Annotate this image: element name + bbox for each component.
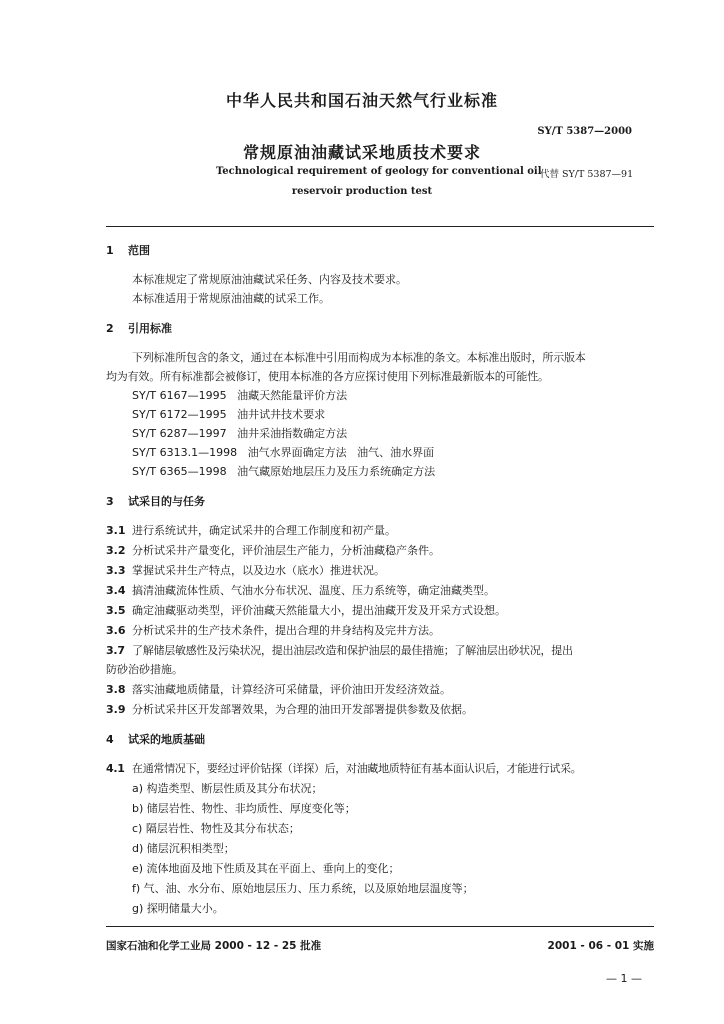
paragraph: 下列标准所包含的条文，通过在本标准中引用而构成为本标准的条文。本标准出版时，所示版本 [132,351,586,364]
clause-number: 3.7 [106,644,125,657]
section-2-heading [106,320,172,336]
section-number: 4 [106,733,114,746]
standard-number: SY/T 5387—2000 [537,126,632,137]
reference-standard: SY/T 6313.1—1998 油气水界面确定方法 油气、油水界面 [132,446,435,459]
approval-date: 国家石油和化学工业局 2000 - 12 - 25 批准 [106,940,322,952]
clause-number: 4.1 [106,762,125,775]
section-number: 3 [106,495,114,508]
clause [106,562,385,578]
section-title: 范围 [128,244,150,257]
list-item: b) 储层岩性、物性、非均质性、厚度变化等； [132,802,356,815]
list-item: a) 构造类型、断层性质及其分布状况； [132,782,323,795]
reference-standard: SY/T 6172—1995 油井试井技术要求 [132,408,326,421]
clause [106,760,581,776]
clause-text: 分析试采井的生产技术条件，提出合理的井身结构及完井方法。 [132,624,440,637]
list-item: e) 流体地面及地下性质及其在平面上、垂向上的变化； [132,862,400,875]
clause-text: 分析试采井产量变化，评价油层生产能力，分析油藏稳产条件。 [132,544,440,557]
reference-standard: SY/T 6167—1995 油藏天然能量评价方法 [132,389,348,402]
footer-rule [106,926,654,927]
clause-text: 在通常情况下，要经过评价钻探（详探）后，对油藏地质特征有基本面认识后，才能进行试采。 [132,762,582,775]
replaces-standard: 代替 SY/T 5387—91 [540,169,634,180]
clause [106,701,473,717]
clause-text: 了解储层敏感性及污染状况，提出油层改造和保护油层的最佳措施；了解油层出砂状况，提出 [132,644,573,657]
list-item: d) 储层沉积相类型； [132,842,235,855]
clause-number: 3.3 [106,564,126,577]
section-1-heading [106,242,150,258]
clause-text: 确定油藏驱动类型，评价油藏天然能量大小，提出油藏开发及开采方式设想。 [132,604,506,617]
list-item: f) 气、油、水分布、原始地层压力、压力系统，以及原始地层温度等； [132,882,474,895]
list-item: g) 探明储量大小。 [132,902,224,915]
document-title: 常规原油油藏试采地质技术要求 [242,143,481,162]
section-number: 1 [106,244,114,257]
clause-text: 分析试采井区开发部署效果，为合理的油田开发部署提供参数及依据。 [132,703,473,716]
clause-text: 搞清油藏流体性质、气油水分布状况、温度、压力系统等，确定油藏类型。 [132,584,495,597]
implementation-date: 2001 - 06 - 01 实施 [547,940,654,952]
clause-number: 3.9 [106,703,126,716]
header-rule [106,226,654,227]
clause-text: 落实油藏地质储量，计算经济可采储量，评价油田开发经济效益。 [132,683,451,696]
clause [106,622,440,638]
document-title-english-line2: reservoir production test [291,186,433,197]
page-number: — 1 — [606,972,642,985]
section-3-heading [106,493,205,509]
clause-number: 3.4 [106,584,126,597]
clause-number: 3.2 [106,544,126,557]
section-title: 试采的地质基础 [128,733,205,746]
clause-text: 进行系统试井，确定试采井的合理工作制度和初产量。 [132,524,396,537]
section-title: 引用标准 [128,322,172,335]
clause [106,582,495,598]
reference-standard: SY/T 6365—1998 油气藏原始地层压力及压力系统确定方法 [132,465,436,478]
list-item: c) 隔层岩性、物性及其分布状态； [132,822,300,835]
clause [106,522,396,538]
clause [106,542,440,558]
document-title-english-line1: Technological requirement of geology for conventional oil [216,166,542,177]
issuing-organization: 中华人民共和国石油天然气行业标准 [225,91,498,110]
section-title: 试采目的与任务 [128,495,205,508]
paragraph: 本标准规定了常规原油油藏试采任务、内容及技术要求。 [132,273,407,286]
clause-continuation: 防砂治砂措施。 [106,663,183,676]
section-4-heading [106,731,205,747]
paragraph: 均为有效。所有标准都会被修订，使用本标准的各方应探讨使用下列标准最新版本的可能性。 [106,370,549,383]
clause-text: 掌握试采井生产特点，以及边水（底水）推进状况。 [132,564,385,577]
clause [106,642,573,658]
clause-number: 3.6 [106,624,126,637]
reference-standard: SY/T 6287—1997 油井采油指数确定方法 [132,427,348,440]
section-number: 2 [106,322,114,335]
clause-number: 3.8 [106,683,126,696]
clause [106,602,506,618]
clause-number: 3.1 [106,524,126,537]
clause [106,681,451,697]
paragraph: 本标准适用于常规原油油藏的试采工作。 [132,292,330,305]
clause-number: 3.5 [106,604,126,617]
